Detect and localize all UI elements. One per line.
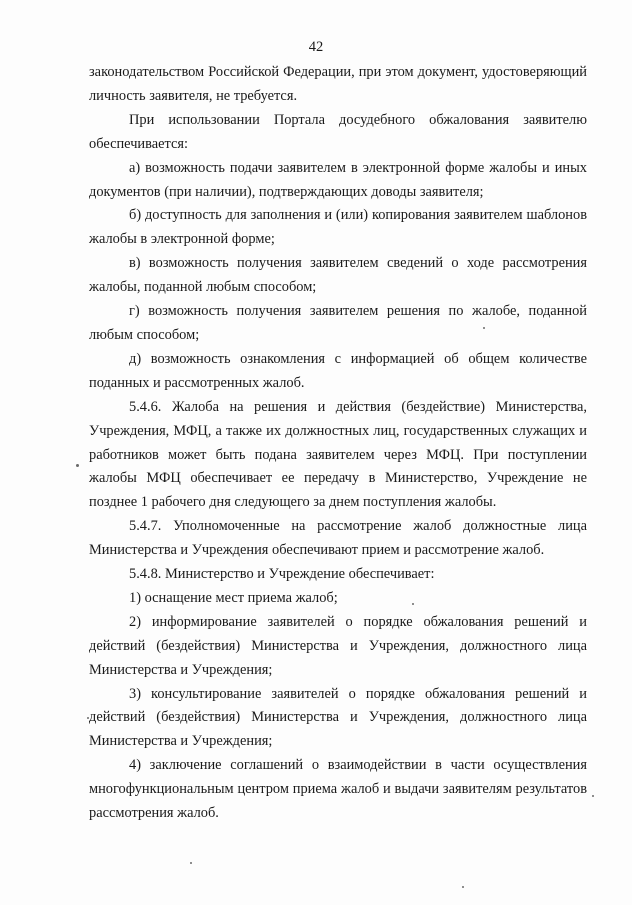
scan-speck <box>190 862 192 864</box>
section-5-4-7: 5.4.7. Уполномоченные на рассмотрение жалоб должностные лица Министерства и Учреждения обеспечивают прием и рассмотрение жалоб. <box>89 518 587 559</box>
list-item-b: б) доступность для заполнения и (или) копирования заявителем шаблонов жалобы в электронной форме; <box>89 207 587 248</box>
duty-item-2: 2) информирование заявителей о порядке обжалования решений и действий (бездействия) Министерства и Учреждения, должностного лица Министерства и Учреждения; <box>89 613 587 678</box>
scan-speck <box>87 717 89 719</box>
section-5-4-6: 5.4.6. Жалоба на решения и действия (бездействие) Министерства, Учреждения, МФЦ, а также их должностных лиц, государственных служащих и работников может быть подана заявителем через МФЦ. При поступлении жалобы МФЦ обеспечивает ее передачу в Министерство, Учреждение не позднее 1 рабочего дня следующего за днем поступления жалобы. <box>89 398 587 511</box>
scan-speck <box>412 603 414 605</box>
list-item-a: а) возможность подачи заявителем в электронной форме жалобы и иных документов (при наличии), подтверждающих доводы заявителя; <box>89 159 587 200</box>
document-body <box>89 61 587 826</box>
page-number: 42 <box>308 39 324 55</box>
scan-speck <box>462 886 464 888</box>
section-5-4-8: 5.4.8. Министерство и Учреждение обеспечивает: <box>129 566 435 583</box>
list-item-d: д) возможность ознакомления с информацией об общем количестве поданных и рассмотренных жалоб. <box>89 350 587 391</box>
list-item-g: г) возможность получения заявителем решения по жалобе, поданной любым способом; <box>89 303 587 343</box>
paragraph-continuation: законодательством Российской Федерации, при этом документ, удостоверяющий личность заявителя, не требуется. <box>89 64 587 104</box>
scan-speck <box>483 327 485 329</box>
duty-item-3: 3) консультирование заявителей о порядке обжалования решений и действий (бездействия) Министерства и Учреждения, должностного лица Министерства и Учреждения; <box>89 685 587 750</box>
scan-speck <box>592 795 594 797</box>
list-item-v: в) возможность получения заявителем сведений о ходе рассмотрения жалобы, поданной любым способом; <box>89 255 587 296</box>
duty-item-4: 4) заключение соглашений о взаимодействии в части осуществления многофункциональным центром приема жалоб и выдачи заявителям результатов рассмотрения жалоб. <box>89 757 587 822</box>
scan-speck <box>76 464 79 467</box>
paragraph-portal-intro: При использовании Портала досудебного обжалования заявителю обеспечивается: <box>89 111 587 152</box>
duty-item-1: 1) оснащение мест приема жалоб; <box>129 589 338 606</box>
